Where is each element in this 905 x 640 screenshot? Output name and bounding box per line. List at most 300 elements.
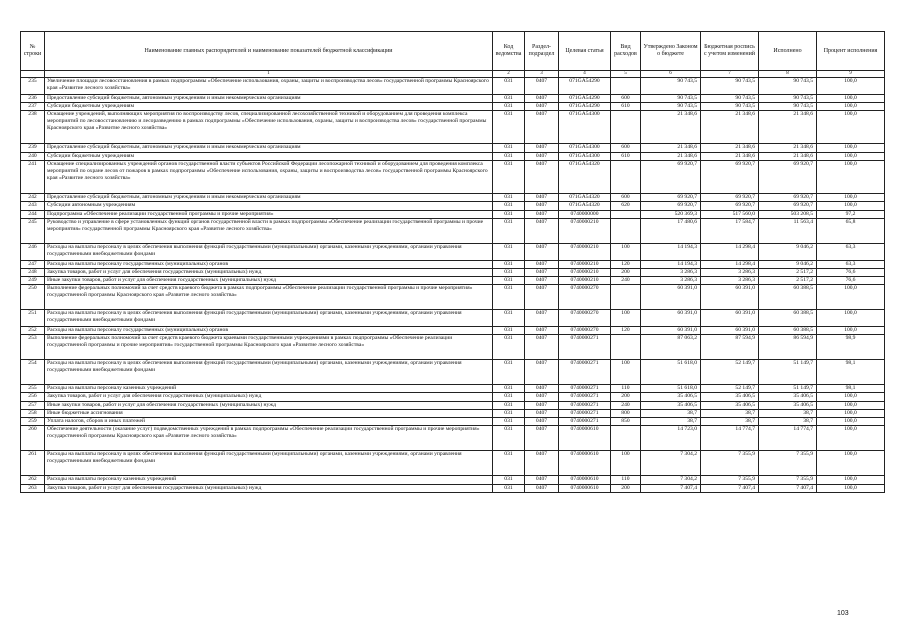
department-code-cell: 031 xyxy=(493,484,525,492)
approved-amount-cell: 7 407,4 xyxy=(641,484,701,492)
table-body xyxy=(21,78,885,493)
expense-type-cell xyxy=(611,426,641,451)
row-name-cell: Оснащение специализированных учреждений органов государственной власти субъектов Российской Федерации лесопожарной техникой и оборудованием для проведения комплекса мероприятий по охране лесов от пожаров в рамках подпрограммы «Обеспечение использования, охраны, защиты и воспроизводства лесов» государственной программы Красноярского края «Развитие лесного хозяйства» xyxy=(45,160,493,193)
target-item-cell: 071GA54320 xyxy=(559,194,611,202)
department-code-cell: 031 xyxy=(493,409,525,417)
table-row xyxy=(21,401,885,409)
expense-type-cell: 600 xyxy=(611,94,641,102)
section-cell: 0407 xyxy=(525,152,559,160)
table-row xyxy=(21,194,885,202)
target-item-cell: 0740000270 xyxy=(559,285,611,310)
expense-type-cell xyxy=(611,78,641,95)
approved-amount-cell: 60 391,0 xyxy=(641,326,701,334)
row-number-cell: 251 xyxy=(21,310,45,327)
executed-amount-cell: 2 517,2 xyxy=(759,268,817,276)
department-code-cell: 031 xyxy=(493,144,525,152)
executed-amount-cell: 90 743,5 xyxy=(759,102,817,110)
row-number-cell: 262 xyxy=(21,476,45,484)
schedule-amount-cell: 69 920,7 xyxy=(701,202,759,210)
row-name-cell: Выполнение федеральных полномочий за счет средств краевого бюджета краевыми государственными учреждениями в рамках подпрограммы «Обеспечение реализации государственной программы и прочие мероприятия» государственной программы Красноярского края «Развитие лесного хозяйства» xyxy=(45,335,493,360)
row-name-cell: Иные бюджетные ассигнования xyxy=(45,409,493,417)
approved-amount-cell: 7 304,2 xyxy=(641,476,701,484)
schedule-amount-cell: 38,7 xyxy=(701,409,759,417)
section-cell: 0407 xyxy=(525,426,559,451)
schedule-amount-cell: 21 348,6 xyxy=(701,152,759,160)
section-cell: 0407 xyxy=(525,326,559,334)
percent-cell: 100,0 xyxy=(817,310,885,327)
row-name-cell: Уплата налогов, сборов и иных платежей xyxy=(45,418,493,426)
department-code-cell: 031 xyxy=(493,160,525,193)
executed-amount-cell: 7 407,4 xyxy=(759,484,817,492)
percent-cell: 65,8 xyxy=(817,219,885,244)
schedule-amount-cell: 517 560,0 xyxy=(701,210,759,218)
table-row xyxy=(21,243,885,260)
section-cell: 0407 xyxy=(525,409,559,417)
executed-amount-cell: 9 046,2 xyxy=(759,243,817,260)
executed-amount-cell: 503 208,5 xyxy=(759,210,817,218)
target-item-cell: 071GA54320 xyxy=(559,202,611,210)
expense-type-cell: 610 xyxy=(611,152,641,160)
approved-amount-cell: 35 406,5 xyxy=(641,401,701,409)
approved-amount-cell: 3 286,3 xyxy=(641,268,701,276)
percent-cell: 100,0 xyxy=(817,94,885,102)
table-row xyxy=(21,360,885,385)
column-number: 5 xyxy=(611,71,641,78)
approved-amount-cell: 520 369,3 xyxy=(641,210,701,218)
target-item-cell: 071GA54300 xyxy=(559,144,611,152)
department-code-cell: 031 xyxy=(493,476,525,484)
section-cell: 0407 xyxy=(525,418,559,426)
row-number-cell: 260 xyxy=(21,426,45,451)
page-number: 103 xyxy=(837,610,849,617)
executed-amount-cell: 35 406,5 xyxy=(759,393,817,401)
row-name-cell: Иные закупки товаров, работ и услуг для обеспечения государственных (муниципальных) нужд xyxy=(45,277,493,285)
table-row xyxy=(21,384,885,392)
target-item-cell: 071GA54290 xyxy=(559,94,611,102)
schedule-amount-cell: 60 391,0 xyxy=(701,285,759,310)
table-row xyxy=(21,310,885,327)
approved-amount-cell: 51 618,0 xyxy=(641,384,701,392)
table-row xyxy=(21,219,885,244)
budget-execution-table xyxy=(20,31,885,493)
expense-type-cell: 100 xyxy=(611,360,641,385)
approved-amount-cell: 14 194,3 xyxy=(641,243,701,260)
department-code-cell: 031 xyxy=(493,152,525,160)
percent-cell: 100,0 xyxy=(817,409,885,417)
section-cell: 0407 xyxy=(525,384,559,392)
section-cell: 0407 xyxy=(525,393,559,401)
section-cell: 0407 xyxy=(525,310,559,327)
percent-cell: 100,0 xyxy=(817,202,885,210)
target-item-cell: 0740000000 xyxy=(559,210,611,218)
row-name-cell: Руководство и управление в сфере установленных функций органов государственной власти в рамках подпрограммы «Обеспечение реализации государственной программы и прочие мероприятия» государственной программы Красноярского края «Развитие лесного хозяйства» xyxy=(45,219,493,244)
expense-type-cell: 240 xyxy=(611,401,641,409)
percent-cell: 100,0 xyxy=(817,393,885,401)
column-number: 1 xyxy=(45,71,493,78)
executed-amount-cell: 21 348,6 xyxy=(759,152,817,160)
table-row xyxy=(21,285,885,310)
expense-type-cell: 600 xyxy=(611,144,641,152)
schedule-amount-cell: 21 348,6 xyxy=(701,144,759,152)
table-row xyxy=(21,326,885,334)
target-item-cell: 0740000271 xyxy=(559,360,611,385)
header-approved: Утверждено Законом о бюджете xyxy=(641,32,701,71)
department-code-cell: 031 xyxy=(493,268,525,276)
schedule-amount-cell: 87 594,9 xyxy=(701,335,759,360)
expense-type-cell xyxy=(611,160,641,193)
executed-amount-cell: 51 149,7 xyxy=(759,360,817,385)
target-item-cell: 0740000210 xyxy=(559,277,611,285)
expense-type-cell: 100 xyxy=(611,243,641,260)
column-number: 6 xyxy=(641,71,701,78)
table-row xyxy=(21,202,885,210)
row-number-cell: 239 xyxy=(21,144,45,152)
table-row xyxy=(21,393,885,401)
approved-amount-cell: 60 391,0 xyxy=(641,310,701,327)
row-name-cell: Выполнение федеральных полномочий за счет средств краевого бюджета в рамках подпрограммы «Обеспечение реализации государственной программы и прочие мероприятия» государственной программы Красноярского края «Развитие лесного хозяйства» xyxy=(45,285,493,310)
executed-amount-cell: 60 388,5 xyxy=(759,310,817,327)
row-name-cell: Расходы на выплаты персоналу в целях обеспечения выполнения функций государственными (муниципальными) органами, казенными учреждениями, органами управления государственными внебюджетными фондами xyxy=(45,310,493,327)
schedule-amount-cell: 3 286,3 xyxy=(701,277,759,285)
executed-amount-cell: 21 348,6 xyxy=(759,144,817,152)
approved-amount-cell: 51 618,0 xyxy=(641,360,701,385)
column-number: 4 xyxy=(559,71,611,78)
schedule-amount-cell: 52 149,7 xyxy=(701,360,759,385)
department-code-cell: 031 xyxy=(493,401,525,409)
row-number-cell: 235 xyxy=(21,78,45,95)
row-number-cell: 236 xyxy=(21,94,45,102)
row-name-cell: Субсидии бюджетным учреждениям xyxy=(45,102,493,110)
expense-type-cell: 100 xyxy=(611,310,641,327)
section-cell: 0407 xyxy=(525,111,559,144)
row-number-cell: 246 xyxy=(21,243,45,260)
executed-amount-cell: 90 743,5 xyxy=(759,78,817,95)
section-cell: 0407 xyxy=(525,202,559,210)
section-cell: 0407 xyxy=(525,144,559,152)
header-target-item: Целевая статья xyxy=(559,32,611,71)
approved-amount-cell: 90 743,5 xyxy=(641,102,701,110)
row-name-cell: Расходы на выплаты персоналу в целях обеспечения выполнения функций государственными (муниципальными) органами, казенными учреждениями, органами управления государственными внебюджетными фондами xyxy=(45,360,493,385)
percent-cell: 100,0 xyxy=(817,144,885,152)
schedule-amount-cell: 35 406,5 xyxy=(701,393,759,401)
department-code-cell: 031 xyxy=(493,285,525,310)
header-department-code: Код ведомства xyxy=(493,32,525,71)
column-number: 3 xyxy=(525,71,559,78)
table-row xyxy=(21,102,885,110)
table-row xyxy=(21,144,885,152)
target-item-cell: 0740000610 xyxy=(559,476,611,484)
expense-type-cell: 800 xyxy=(611,409,641,417)
approved-amount-cell: 14 194,3 xyxy=(641,260,701,268)
schedule-amount-cell: 21 348,6 xyxy=(701,111,759,144)
row-name-cell: Расходы на выплаты персоналу в целях обеспечения выполнения функций государственными (муниципальными) органами, казенными учреждениями, органами управления государственными внебюджетными фондами xyxy=(45,451,493,476)
table-row xyxy=(21,268,885,276)
table-row xyxy=(21,210,885,218)
percent-cell: 63,3 xyxy=(817,260,885,268)
row-name-cell: Закупка товаров, работ и услуг для обеспечения государственных (муниципальных) нужд xyxy=(45,393,493,401)
schedule-amount-cell: 35 406,5 xyxy=(701,401,759,409)
percent-cell: 98,1 xyxy=(817,360,885,385)
row-name-cell: Субсидии автономным учреждениям xyxy=(45,202,493,210)
target-item-cell: 0740000271 xyxy=(559,335,611,360)
approved-amount-cell: 21 348,6 xyxy=(641,144,701,152)
section-cell: 0407 xyxy=(525,285,559,310)
section-cell: 0407 xyxy=(525,268,559,276)
percent-cell: 100,0 xyxy=(817,476,885,484)
row-name-cell: Расходы на выплаты персоналу государственных (муниципальных) органов xyxy=(45,326,493,334)
expense-type-cell: 110 xyxy=(611,476,641,484)
schedule-amount-cell: 14 298,4 xyxy=(701,260,759,268)
percent-cell: 97,2 xyxy=(817,210,885,218)
row-number-cell: 253 xyxy=(21,335,45,360)
percent-cell: 98,9 xyxy=(817,335,885,360)
expense-type-cell: 120 xyxy=(611,260,641,268)
target-item-cell: 0740000210 xyxy=(559,260,611,268)
target-item-cell: 0740000271 xyxy=(559,418,611,426)
row-number-cell: 261 xyxy=(21,451,45,476)
target-item-cell: 071GA54290 xyxy=(559,78,611,95)
percent-cell: 100,0 xyxy=(817,152,885,160)
header-section: Раздел-подраздел xyxy=(525,32,559,71)
row-number-cell: 238 xyxy=(21,111,45,144)
department-code-cell: 031 xyxy=(493,384,525,392)
executed-amount-cell: 69 920,7 xyxy=(759,160,817,193)
target-item-cell: 0740000271 xyxy=(559,393,611,401)
table-row xyxy=(21,335,885,360)
column-number: 7 xyxy=(701,71,759,78)
executed-amount-cell: 7 355,9 xyxy=(759,476,817,484)
column-number-row xyxy=(21,71,885,78)
row-number-cell: 255 xyxy=(21,384,45,392)
section-cell: 0407 xyxy=(525,476,559,484)
approved-amount-cell: 90 743,5 xyxy=(641,78,701,95)
department-code-cell: 031 xyxy=(493,310,525,327)
section-cell: 0407 xyxy=(525,451,559,476)
row-number-cell: 247 xyxy=(21,260,45,268)
percent-cell: 100,0 xyxy=(817,160,885,193)
row-name-cell: Предоставление субсидий бюджетным, автономным учреждениям и иным некоммерческим организациям xyxy=(45,94,493,102)
row-name-cell: Иные закупки товаров, работ и услуг для обеспечения государственных (муниципальных) нужд xyxy=(45,401,493,409)
department-code-cell: 031 xyxy=(493,194,525,202)
column-number: 9 xyxy=(817,71,885,78)
percent-cell: 76,6 xyxy=(817,268,885,276)
table-row xyxy=(21,94,885,102)
row-name-cell: Оснащение учреждений, выполняющих мероприятия по воспроизводству лесов, специализированной лесохозяйственной техникой и оборудованием для проведения комплекса мероприятий по лесовосстановлению и лесоразведению в рамках подпрограммы «Обеспечение использования, охраны, защиты и воспроизводства лесов» государственной программы Красноярского края «Развитие лесного хозяйства» xyxy=(45,111,493,144)
row-number-cell: 242 xyxy=(21,194,45,202)
section-cell: 0407 xyxy=(525,78,559,95)
executed-amount-cell: 69 920,7 xyxy=(759,194,817,202)
executed-amount-cell: 60 388,5 xyxy=(759,285,817,310)
expense-type-cell: 110 xyxy=(611,384,641,392)
department-code-cell: 031 xyxy=(493,451,525,476)
executed-amount-cell: 90 743,5 xyxy=(759,94,817,102)
row-name-cell: Предоставление субсидий бюджетным, автономным учреждениям и иным некоммерческим организациям xyxy=(45,194,493,202)
row-name-cell: Расходы на выплаты персоналу казенных учреждений xyxy=(45,476,493,484)
section-cell: 0407 xyxy=(525,243,559,260)
section-cell: 0407 xyxy=(525,401,559,409)
table-row xyxy=(21,426,885,451)
percent-cell: 100,0 xyxy=(817,194,885,202)
department-code-cell: 031 xyxy=(493,219,525,244)
table-row xyxy=(21,476,885,484)
department-code-cell: 031 xyxy=(493,426,525,451)
target-item-cell: 0740000610 xyxy=(559,451,611,476)
percent-cell: 100,0 xyxy=(817,102,885,110)
target-item-cell: 0740000210 xyxy=(559,219,611,244)
schedule-amount-cell: 7 355,9 xyxy=(701,476,759,484)
table-header-row xyxy=(21,32,885,71)
department-code-cell: 031 xyxy=(493,102,525,110)
expense-type-cell: 200 xyxy=(611,268,641,276)
expense-type-cell: 850 xyxy=(611,418,641,426)
row-number-cell: 237 xyxy=(21,102,45,110)
row-number-cell: 244 xyxy=(21,210,45,218)
row-name-cell: Расходы на выплаты персоналу казенных учреждений xyxy=(45,384,493,392)
section-cell: 0407 xyxy=(525,277,559,285)
budget-table-page xyxy=(20,31,884,493)
schedule-amount-cell: 14 298,4 xyxy=(701,243,759,260)
column-number: 8 xyxy=(759,71,817,78)
table-row xyxy=(21,160,885,193)
row-number-cell: 240 xyxy=(21,152,45,160)
target-item-cell: 0740000210 xyxy=(559,243,611,260)
percent-cell: 100,0 xyxy=(817,418,885,426)
expense-type-cell: 100 xyxy=(611,451,641,476)
row-number-cell: 258 xyxy=(21,409,45,417)
department-code-cell: 031 xyxy=(493,94,525,102)
department-code-cell: 031 xyxy=(493,202,525,210)
schedule-amount-cell: 3 286,3 xyxy=(701,268,759,276)
table-row xyxy=(21,277,885,285)
schedule-amount-cell: 14 774,7 xyxy=(701,426,759,451)
percent-cell: 100,0 xyxy=(817,426,885,451)
schedule-amount-cell: 69 920,7 xyxy=(701,194,759,202)
schedule-amount-cell: 69 920,7 xyxy=(701,160,759,193)
approved-amount-cell: 7 304,2 xyxy=(641,451,701,476)
department-code-cell: 031 xyxy=(493,360,525,385)
table-row xyxy=(21,152,885,160)
table-row xyxy=(21,484,885,492)
expense-type-cell xyxy=(611,111,641,144)
target-item-cell: 071GA54290 xyxy=(559,102,611,110)
column-number: 2 xyxy=(493,71,525,78)
row-name-cell: Подпрограмма «Обеспечение реализации государственной программы и прочие мероприятия» xyxy=(45,210,493,218)
section-cell: 0407 xyxy=(525,484,559,492)
percent-cell: 100,0 xyxy=(817,401,885,409)
approved-amount-cell: 17 480,6 xyxy=(641,219,701,244)
department-code-cell: 031 xyxy=(493,277,525,285)
approved-amount-cell: 69 920,7 xyxy=(641,160,701,193)
executed-amount-cell: 38,7 xyxy=(759,409,817,417)
section-cell: 0407 xyxy=(525,194,559,202)
approved-amount-cell: 38,7 xyxy=(641,418,701,426)
schedule-amount-cell: 90 743,5 xyxy=(701,78,759,95)
department-code-cell: 031 xyxy=(493,335,525,360)
row-name-cell: Расходы на выплаты персоналу государственных (муниципальных) органов xyxy=(45,260,493,268)
executed-amount-cell: 7 355,9 xyxy=(759,451,817,476)
percent-cell: 100,0 xyxy=(817,111,885,144)
expense-type-cell: 200 xyxy=(611,393,641,401)
section-cell: 0407 xyxy=(525,219,559,244)
department-code-cell: 031 xyxy=(493,78,525,95)
approved-amount-cell: 60 391,0 xyxy=(641,285,701,310)
executed-amount-cell: 86 594,9 xyxy=(759,335,817,360)
header-percent: Процент исполнения xyxy=(817,32,885,71)
header-name: Наименование главных распорядителей и наименование показателей бюджетной классификации xyxy=(45,32,493,71)
row-number-cell: 248 xyxy=(21,268,45,276)
target-item-cell: 071GA54300 xyxy=(559,152,611,160)
row-number-cell: 250 xyxy=(21,285,45,310)
expense-type-cell: 600 xyxy=(611,194,641,202)
approved-amount-cell: 21 348,6 xyxy=(641,152,701,160)
row-number-cell: 263 xyxy=(21,484,45,492)
row-number-cell: 254 xyxy=(21,360,45,385)
expense-type-cell: 610 xyxy=(611,102,641,110)
section-cell: 0407 xyxy=(525,260,559,268)
approved-amount-cell: 35 406,5 xyxy=(641,393,701,401)
executed-amount-cell: 14 774,7 xyxy=(759,426,817,451)
row-name-cell: Закупка товаров, работ и услуг для обеспечения государственных (муниципальных) нужд xyxy=(45,268,493,276)
department-code-cell: 031 xyxy=(493,210,525,218)
target-item-cell: 0740000610 xyxy=(559,484,611,492)
row-name-cell: Субсидии бюджетным учреждениям xyxy=(45,152,493,160)
table-row xyxy=(21,260,885,268)
column-number xyxy=(21,71,45,78)
expense-type-cell: 120 xyxy=(611,326,641,334)
row-name-cell: Закупка товаров, работ и услуг для обеспечения государственных (муниципальных) нужд xyxy=(45,484,493,492)
expense-type-cell xyxy=(611,219,641,244)
executed-amount-cell: 9 046,2 xyxy=(759,260,817,268)
percent-cell: 63,3 xyxy=(817,243,885,260)
approved-amount-cell: 38,7 xyxy=(641,409,701,417)
department-code-cell: 031 xyxy=(493,393,525,401)
executed-amount-cell: 51 149,7 xyxy=(759,384,817,392)
row-number-cell: 241 xyxy=(21,160,45,193)
approved-amount-cell: 14 723,0 xyxy=(641,426,701,451)
executed-amount-cell: 38,7 xyxy=(759,418,817,426)
row-number-cell: 243 xyxy=(21,202,45,210)
header-budget-schedule: Бюджетная роспись с учетом изменений xyxy=(701,32,759,71)
schedule-amount-cell: 90 743,5 xyxy=(701,94,759,102)
row-name-cell: Обеспечение деятельности (оказание услуг) подведомственных учреждений в рамках подпрограммы «Обеспечение реализации государственной программы и прочие мероприятия» государственной программы Красноярского края «Развитие лесного хозяйства» xyxy=(45,426,493,451)
department-code-cell: 031 xyxy=(493,326,525,334)
row-name-cell: Расходы на выплаты персоналу в целях обеспечения выполнения функций государственными (муниципальными) органами, казенными учреждениями, органами управления государственными внебюджетными фондами xyxy=(45,243,493,260)
row-number-cell: 257 xyxy=(21,401,45,409)
schedule-amount-cell: 60 391,0 xyxy=(701,310,759,327)
header-row-number: № строки xyxy=(21,32,45,71)
schedule-amount-cell: 90 743,5 xyxy=(701,102,759,110)
target-item-cell: 0740000271 xyxy=(559,401,611,409)
percent-cell: 98,1 xyxy=(817,384,885,392)
table-row xyxy=(21,418,885,426)
percent-cell: 100,0 xyxy=(817,451,885,476)
target-item-cell: 0740000610 xyxy=(559,426,611,451)
executed-amount-cell: 21 348,6 xyxy=(759,111,817,144)
section-cell: 0407 xyxy=(525,160,559,193)
executed-amount-cell: 69 920,7 xyxy=(759,202,817,210)
target-item-cell: 071GA54320 xyxy=(559,160,611,193)
expense-type-cell: 620 xyxy=(611,202,641,210)
target-item-cell: 071GA54300 xyxy=(559,111,611,144)
row-name-cell: Увеличение площади лесовосстановления в рамках подпрограммы «Обеспечение использования, охраны, защиты и воспроизводства лесов» государственной программы Красноярского края «Развитие лесного хозяйства» xyxy=(45,78,493,95)
header-executed: Исполнено xyxy=(759,32,817,71)
executed-amount-cell: 2 517,2 xyxy=(759,277,817,285)
department-code-cell: 031 xyxy=(493,260,525,268)
approved-amount-cell: 21 348,6 xyxy=(641,111,701,144)
schedule-amount-cell: 7 407,4 xyxy=(701,484,759,492)
expense-type-cell xyxy=(611,210,641,218)
executed-amount-cell: 35 406,5 xyxy=(759,401,817,409)
